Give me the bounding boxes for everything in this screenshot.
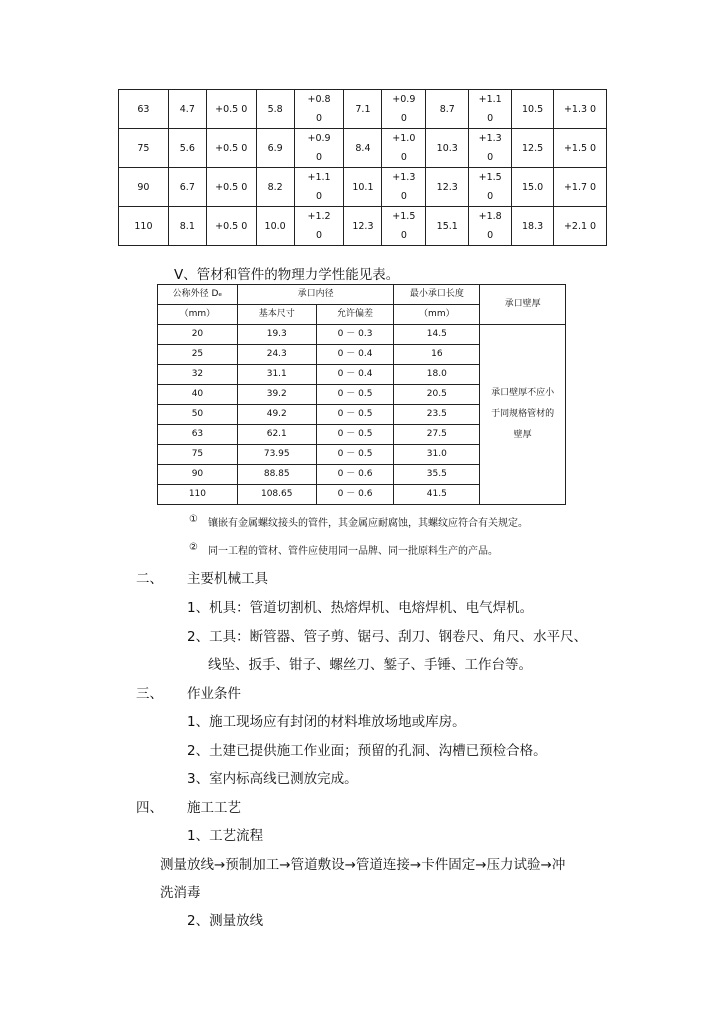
tolerance-value: +1.3 bbox=[478, 133, 502, 144]
table-cell: 5.8 bbox=[256, 90, 294, 129]
tolerance-value: +1.2 bbox=[307, 211, 331, 222]
table-cell: 14.5 bbox=[394, 325, 480, 345]
table-cell: 20.5 bbox=[394, 385, 480, 405]
table-cell: 0 － 0.5 bbox=[316, 385, 394, 405]
paragraph: 3、室内标高线已测放完成。 bbox=[187, 771, 358, 787]
table-cell: 0 － 0.6 bbox=[316, 465, 394, 485]
table-cell bbox=[294, 129, 344, 168]
paragraph: 2、土建已提供施工作业面；预留的孔洞、沟槽已预检合格。 bbox=[187, 743, 547, 759]
table-cell: 0 － 0.3 bbox=[316, 325, 394, 345]
footnote-text: 同一工程的管材、管件应使用同一品牌、同一批原料生产的产品。 bbox=[208, 546, 498, 557]
tolerance-value: +1.5 bbox=[392, 211, 416, 222]
table-cell: 35.5 bbox=[394, 465, 480, 485]
table-cell: 90 bbox=[158, 465, 238, 485]
section-number: 三、 bbox=[136, 686, 163, 702]
table-cell: 40 bbox=[158, 385, 238, 405]
tolerance-value: 0 bbox=[487, 152, 494, 163]
tolerance-value: +1.8 bbox=[478, 211, 502, 222]
table-cell: 10.1 bbox=[344, 168, 382, 207]
table-cell: 18.0 bbox=[394, 365, 480, 385]
table-cell: +0.5 0 bbox=[206, 207, 256, 246]
paragraph: 2、测量放线 bbox=[187, 913, 264, 929]
dimension-table-1 bbox=[118, 89, 607, 246]
footnote-mark: ① bbox=[189, 514, 198, 525]
table-cell: 50 bbox=[158, 405, 238, 425]
table-cell: 90 bbox=[119, 168, 169, 207]
tolerance-value: +0.9 bbox=[392, 94, 416, 105]
table-cell: 10.3 bbox=[426, 129, 469, 168]
process-flow: 测量放线→预制加工→管道敷设→管道连接→卡件固定→压力试验→冲 bbox=[160, 857, 566, 873]
table-cell: 75 bbox=[158, 445, 238, 465]
tolerance-value: 0 bbox=[487, 230, 494, 241]
table-cell: 15.1 bbox=[426, 207, 469, 246]
table-row bbox=[119, 207, 607, 246]
table-cell: 25 bbox=[158, 345, 238, 365]
table-cell: 8.1 bbox=[168, 207, 206, 246]
table-cell: 16 bbox=[394, 345, 480, 365]
note-line: 承口壁厚不应小 bbox=[491, 388, 555, 398]
section-title: 施工工艺 bbox=[187, 800, 241, 816]
section-title: 主要机械工具 bbox=[187, 571, 268, 587]
tolerance-value: 0 bbox=[400, 152, 407, 163]
table-cell: 31.1 bbox=[237, 365, 316, 385]
table-cell: 0 － 0.4 bbox=[316, 345, 394, 365]
table-header-row bbox=[158, 285, 566, 305]
table-cell: 88.85 bbox=[237, 465, 316, 485]
table-row bbox=[119, 90, 607, 129]
table-cell bbox=[382, 90, 426, 129]
table-cell bbox=[469, 168, 512, 207]
footnote-text: 镶嵌有金属螺纹接头的管件，其金属应耐腐蚀，其螺纹应符合有关规定。 bbox=[208, 518, 528, 529]
header-tolerance: 允许偏差 bbox=[316, 305, 394, 325]
tolerance-value: +1.0 bbox=[392, 133, 416, 144]
paragraph: 1、工艺流程 bbox=[187, 828, 264, 844]
table-cell: 10.0 bbox=[256, 207, 294, 246]
table-cell bbox=[382, 168, 426, 207]
table-cell bbox=[294, 90, 344, 129]
table-cell bbox=[469, 207, 512, 246]
table-cell: +1.5 0 bbox=[554, 129, 607, 168]
paragraph: 1、施工现场应有封闭的材料堆放场地或库房。 bbox=[187, 714, 466, 730]
table-cell: 0 － 0.6 bbox=[316, 485, 394, 505]
table-cell: 27.5 bbox=[394, 425, 480, 445]
table-row bbox=[119, 168, 607, 207]
header-unit: （mm） bbox=[158, 305, 238, 325]
note-line: 于同规格管材的 bbox=[491, 409, 555, 419]
table-cell: 12.5 bbox=[512, 129, 554, 168]
table-cell: +0.5 0 bbox=[206, 168, 256, 207]
header-socket-inner: 承口内径 bbox=[237, 285, 394, 305]
header-socket-wall: 承口壁厚 bbox=[480, 285, 566, 325]
table-row bbox=[158, 325, 566, 345]
tolerance-value: +1.3 bbox=[392, 172, 416, 183]
table-cell: 19.3 bbox=[237, 325, 316, 345]
tolerance-value: 0 bbox=[400, 191, 407, 202]
table-row bbox=[119, 129, 607, 168]
section-number: 二、 bbox=[136, 571, 163, 587]
table-cell: 6.7 bbox=[168, 168, 206, 207]
section-number: 四、 bbox=[136, 800, 163, 816]
table-cell: 73.95 bbox=[237, 445, 316, 465]
tolerance-value: +1.5 bbox=[478, 172, 502, 183]
table-cell bbox=[294, 168, 344, 207]
table-cell: +0.5 0 bbox=[206, 129, 256, 168]
table-cell: 62.1 bbox=[237, 425, 316, 445]
tolerance-value: 0 bbox=[487, 191, 494, 202]
process-flow: 洗消毒 bbox=[160, 885, 201, 901]
table-cell: 6.9 bbox=[256, 129, 294, 168]
table-cell: 63 bbox=[158, 425, 238, 445]
table-cell: 8.7 bbox=[426, 90, 469, 129]
note-line: 壁厚 bbox=[513, 430, 532, 440]
table-cell: 110 bbox=[158, 485, 238, 505]
table-cell: 75 bbox=[119, 129, 169, 168]
table-cell: 49.2 bbox=[237, 405, 316, 425]
tolerance-value: 0 bbox=[316, 113, 323, 124]
table-cell: 24.3 bbox=[237, 345, 316, 365]
table-cell: 0 － 0.4 bbox=[316, 365, 394, 385]
table-cell: 108.65 bbox=[237, 485, 316, 505]
table-cell: 39.2 bbox=[237, 385, 316, 405]
tolerance-value: +0.8 bbox=[307, 94, 331, 105]
table-cell: 41.5 bbox=[394, 485, 480, 505]
table-cell: 15.0 bbox=[512, 168, 554, 207]
tolerance-value: +1.1 bbox=[478, 94, 502, 105]
header-outer-diameter: 公称外径 Dₑ bbox=[158, 285, 238, 305]
tolerance-value: 0 bbox=[400, 230, 407, 241]
table-cell: 0 － 0.5 bbox=[316, 405, 394, 425]
header-min-socket-length: 最小承口长度 bbox=[394, 285, 480, 305]
socket-wall-note bbox=[480, 325, 566, 505]
table-cell bbox=[382, 129, 426, 168]
header-unit: （mm） bbox=[394, 305, 480, 325]
paragraph: 1、机具：管道切割机、热熔焊机、电熔焊机、电气焊机。 bbox=[187, 600, 534, 616]
table-cell: 5.6 bbox=[168, 129, 206, 168]
socket-dimension-table bbox=[157, 284, 566, 505]
table-cell: 20 bbox=[158, 325, 238, 345]
header-basic-size: 基本尺寸 bbox=[237, 305, 316, 325]
table-cell: +0.5 0 bbox=[206, 90, 256, 129]
table-cell: 10.5 bbox=[512, 90, 554, 129]
tolerance-value: 0 bbox=[316, 230, 323, 241]
table-cell: 0 － 0.5 bbox=[316, 425, 394, 445]
table-cell bbox=[382, 207, 426, 246]
table-cell bbox=[469, 129, 512, 168]
table-cell bbox=[294, 207, 344, 246]
table-cell: 18.3 bbox=[512, 207, 554, 246]
section-5-heading: V、管材和管件的物理力学性能见表。 bbox=[174, 267, 400, 283]
table-cell: 8.4 bbox=[344, 129, 382, 168]
footnote-mark: ② bbox=[189, 542, 198, 553]
table-cell: 7.1 bbox=[344, 90, 382, 129]
table-cell: +1.7 0 bbox=[554, 168, 607, 207]
table-cell: 23.5 bbox=[394, 405, 480, 425]
paragraph: 2、工具：断管器、管子剪、锯弓、刮刀、钢卷尺、角尺、水平尺、 bbox=[187, 629, 588, 645]
table-cell: 31.0 bbox=[394, 445, 480, 465]
table-cell: 110 bbox=[119, 207, 169, 246]
paragraph: 线坠、扳手、钳子、螺丝刀、錾子、手锤、工作台等。 bbox=[208, 657, 532, 673]
table-cell: 32 bbox=[158, 365, 238, 385]
table-cell: +1.3 0 bbox=[554, 90, 607, 129]
table-cell: 12.3 bbox=[426, 168, 469, 207]
table-cell bbox=[469, 90, 512, 129]
tolerance-value: +1.1 bbox=[307, 172, 331, 183]
table-cell: 12.3 bbox=[344, 207, 382, 246]
table-cell: 0 － 0.5 bbox=[316, 445, 394, 465]
table-cell: 63 bbox=[119, 90, 169, 129]
tolerance-value: 0 bbox=[316, 152, 323, 163]
table-cell: 8.2 bbox=[256, 168, 294, 207]
tolerance-value: +0.9 bbox=[307, 133, 331, 144]
tolerance-value: 0 bbox=[316, 191, 323, 202]
table-cell: +2.1 0 bbox=[554, 207, 607, 246]
table-cell: 4.7 bbox=[168, 90, 206, 129]
section-title: 作业条件 bbox=[187, 686, 241, 702]
tolerance-value: 0 bbox=[487, 113, 494, 124]
tolerance-value: 0 bbox=[400, 113, 407, 124]
